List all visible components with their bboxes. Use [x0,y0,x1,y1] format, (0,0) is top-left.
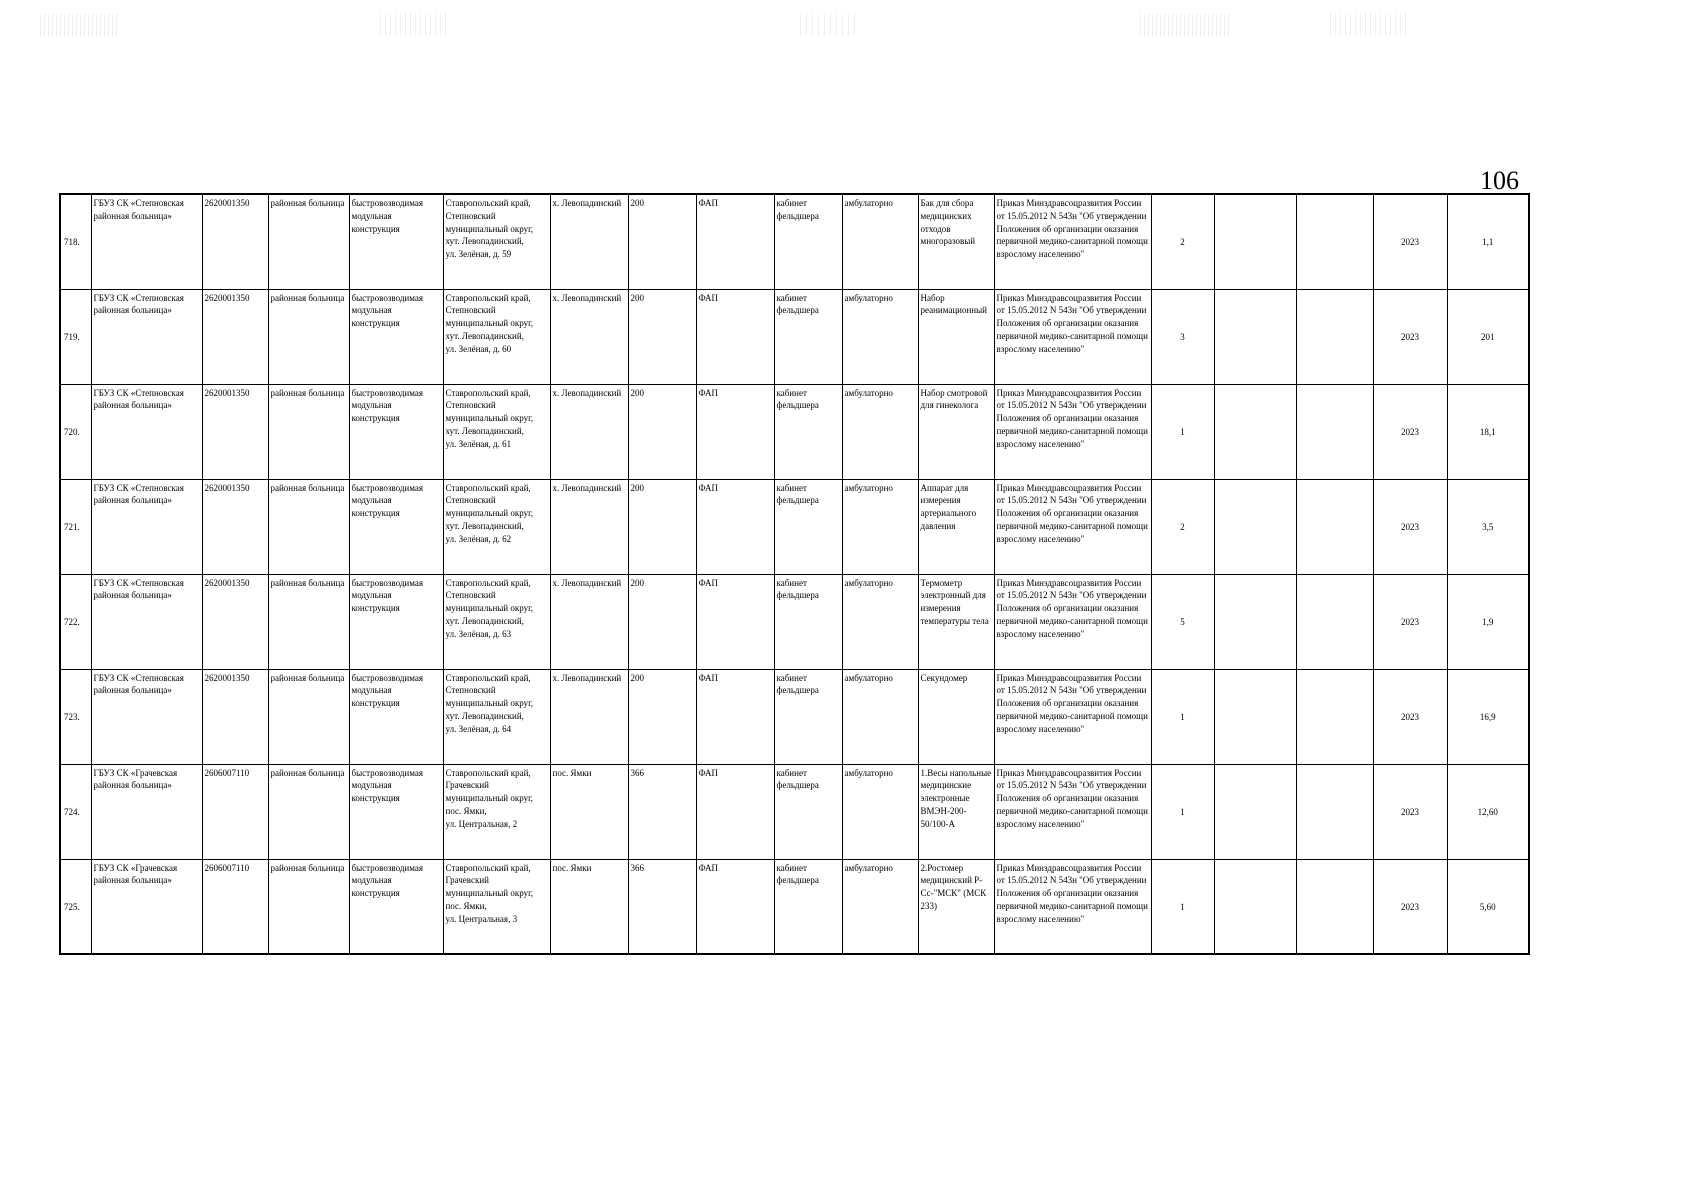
empty-cell [1214,574,1296,669]
cost-cell: 1,1 [1447,194,1529,289]
empty-cell [1296,194,1373,289]
quantity-cell: 1 [1151,384,1214,479]
quantity-cell: 2 [1151,479,1214,574]
empty-cell [1296,574,1373,669]
room-cell: кабинет фельдшера [774,384,842,479]
care-form-cell: амбулаторно [842,764,918,859]
table-row [60,574,1529,669]
equipment-cell: Термометр электронный для измерения температуры тела [918,574,994,669]
care-form-cell: амбулаторно [842,479,918,574]
unit-type-cell: ФАП [696,764,774,859]
empty-cell [1214,194,1296,289]
building-type-cell: быстровозводимая модульная конструкция [349,574,443,669]
row-number: 723. [60,669,91,764]
address-cell: Ставропольский край, Степновский муниципальный округ, хут. Левопадинский, ул. Зелёная, д. 62 [443,479,550,574]
empty-cell [1214,669,1296,764]
empty-cell [1296,384,1373,479]
table-row [60,289,1529,384]
year-cell: 2023 [1373,859,1447,954]
equipment-cell: 2.Ростомер медицинский Р-Сс-"МСК" (МСК 233) [918,859,994,954]
quantity-cell: 5 [1151,574,1214,669]
year-cell: 2023 [1373,384,1447,479]
organization-cell: ГБУЗ СК «Грачевская районная больница» [91,764,202,859]
quantity-cell: 2 [1151,194,1214,289]
institution-type-cell: районная больница [268,289,349,384]
quantity-cell: 1 [1151,669,1214,764]
year-cell: 2023 [1373,669,1447,764]
scan-artifact [800,14,860,36]
room-cell: кабинет фельдшера [774,669,842,764]
cost-cell: 5,60 [1447,859,1529,954]
legal-basis-cell: Приказ Минздравсоцразвития России от 15.05.2012 N 543н "Об утверждении Положения об организации оказания первичной медико-санитарной помощи взрослому населению" [994,669,1151,764]
settlement-cell: х. Левопадинский [550,384,628,479]
room-cell: кабинет фельдшера [774,859,842,954]
building-type-cell: быстровозводимая модульная конструкция [349,289,443,384]
inn-cell: 2620001350 [202,289,268,384]
organization-cell: ГБУЗ СК «Степновская районная больница» [91,574,202,669]
table-row [60,384,1529,479]
address-cell: Ставропольский край, Степновский муниципальный округ, хут. Левопадинский, ул. Зелёная, д. 61 [443,384,550,479]
equipment-cell: 1.Весы напольные медицинские электронные ВМЭН-200-50/100-А [918,764,994,859]
inn-cell: 2606007110 [202,859,268,954]
organization-cell: ГБУЗ СК «Степновская районная больница» [91,194,202,289]
empty-cell [1214,764,1296,859]
legal-basis-cell: Приказ Минздравсоцразвития России от 15.05.2012 N 543н "Об утверждении Положения об организации оказания первичной медико-санитарной помощи взрослому населению" [994,194,1151,289]
address-cell: Ставропольский край, Грачевский муниципальный округ, пос. Ямки, ул. Центральная, 2 [443,764,550,859]
equipment-cell: Бак для сбора медицинских отходов многоразовый [918,194,994,289]
scan-artifact [380,14,450,36]
table-row [60,669,1529,764]
row-number: 724. [60,764,91,859]
address-cell: Ставропольский край, Степновский муниципальный округ, хут. Левопадинский, ул. Зелёная, д. 64 [443,669,550,764]
cost-cell: 1,9 [1447,574,1529,669]
row-number: 721. [60,479,91,574]
institution-type-cell: районная больница [268,479,349,574]
inn-cell: 2620001350 [202,669,268,764]
building-type-cell: быстровозводимая модульная конструкция [349,194,443,289]
unit-type-cell: ФАП [696,859,774,954]
row-number: 720. [60,384,91,479]
cost-cell: 3,5 [1447,479,1529,574]
legal-basis-cell: Приказ Минздравсоцразвития России от 15.05.2012 N 543н "Об утверждении Положения об организации оказания первичной медико-санитарной помощи взрослому населению" [994,384,1151,479]
row-number: 718. [60,194,91,289]
building-type-cell: быстровозводимая модульная конструкция [349,384,443,479]
population-cell: 366 [628,764,696,859]
population-cell: 200 [628,479,696,574]
address-cell: Ставропольский край, Степновский муниципальный округ, хут. Левопадинский, ул. Зелёная, д. 60 [443,289,550,384]
inn-cell: 2620001350 [202,479,268,574]
empty-cell [1214,384,1296,479]
unit-type-cell: ФАП [696,669,774,764]
row-number: 722. [60,574,91,669]
care-form-cell: амбулаторно [842,384,918,479]
empty-cell [1296,669,1373,764]
unit-type-cell: ФАП [696,194,774,289]
scan-artifact [40,14,120,36]
care-form-cell: амбулаторно [842,859,918,954]
cost-cell: 201 [1447,289,1529,384]
organization-cell: ГБУЗ СК «Степновская районная больница» [91,289,202,384]
institution-type-cell: районная больница [268,194,349,289]
institution-type-cell: районная больница [268,859,349,954]
equipment-cell: Аппарат для измерения артериального давления [918,479,994,574]
building-type-cell: быстровозводимая модульная конструкция [349,669,443,764]
room-cell: кабинет фельдшера [774,574,842,669]
equipment-cell: Секундомер [918,669,994,764]
equipment-cell: Набор смотровой для гинеколога [918,384,994,479]
unit-type-cell: ФАП [696,479,774,574]
population-cell: 200 [628,194,696,289]
room-cell: кабинет фельдшера [774,194,842,289]
settlement-cell: х. Левопадинский [550,479,628,574]
settlement-cell: х. Левопадинский [550,574,628,669]
population-cell: 200 [628,384,696,479]
inn-cell: 2620001350 [202,194,268,289]
scan-artifact [1330,14,1410,36]
inn-cell: 2620001350 [202,384,268,479]
room-cell: кабинет фельдшера [774,764,842,859]
cost-cell: 16,9 [1447,669,1529,764]
page-number: 106 [1480,166,1519,195]
table-row [60,764,1529,859]
equipment-cell: Набор реанимационный [918,289,994,384]
legal-basis-cell: Приказ Минздравсоцразвития России от 15.05.2012 N 543н "Об утверждении Положения об организации оказания первичной медико-санитарной помощи взрослому населению" [994,479,1151,574]
cost-cell: 12,60 [1447,764,1529,859]
room-cell: кабинет фельдшера [774,289,842,384]
empty-cell [1296,479,1373,574]
legal-basis-cell: Приказ Минздравсоцразвития России от 15.05.2012 N 543н "Об утверждении Положения об организации оказания первичной медико-санитарной помощи взрослому населению" [994,289,1151,384]
unit-type-cell: ФАП [696,384,774,479]
institution-type-cell: районная больница [268,669,349,764]
quantity-cell: 1 [1151,764,1214,859]
year-cell: 2023 [1373,764,1447,859]
address-cell: Ставропольский край, Грачевский муниципальный округ, пос. Ямки, ул. Центральная, 3 [443,859,550,954]
institution-type-cell: районная больница [268,574,349,669]
table-row [60,479,1529,574]
population-cell: 366 [628,859,696,954]
population-cell: 200 [628,289,696,384]
care-form-cell: амбулаторно [842,574,918,669]
organization-cell: ГБУЗ СК «Грачевская районная больница» [91,859,202,954]
year-cell: 2023 [1373,574,1447,669]
building-type-cell: быстровозводимая модульная конструкция [349,764,443,859]
unit-type-cell: ФАП [696,289,774,384]
care-form-cell: амбулаторно [842,194,918,289]
settlement-cell: пос. Ямки [550,859,628,954]
organization-cell: ГБУЗ СК «Степновская районная больница» [91,669,202,764]
care-form-cell: амбулаторно [842,669,918,764]
care-form-cell: амбулаторно [842,289,918,384]
organization-cell: ГБУЗ СК «Степновская районная больница» [91,479,202,574]
empty-cell [1214,479,1296,574]
organization-cell: ГБУЗ СК «Степновская районная больница» [91,384,202,479]
settlement-cell: х. Левопадинский [550,289,628,384]
population-cell: 200 [628,669,696,764]
quantity-cell: 3 [1151,289,1214,384]
cost-cell: 18,1 [1447,384,1529,479]
inn-cell: 2606007110 [202,764,268,859]
table-body [60,194,1529,954]
settlement-cell: пос. Ямки [550,764,628,859]
quantity-cell: 1 [1151,859,1214,954]
legal-basis-cell: Приказ Минздравсоцразвития России от 15.05.2012 N 543н "Об утверждении Положения об организации оказания первичной медико-санитарной помощи взрослому населению" [994,859,1151,954]
registry-table [59,193,1530,955]
empty-cell [1214,289,1296,384]
building-type-cell: быстровозводимая модульная конструкция [349,479,443,574]
table-row [60,194,1529,289]
table-row [60,859,1529,954]
year-cell: 2023 [1373,289,1447,384]
population-cell: 200 [628,574,696,669]
unit-type-cell: ФАП [696,574,774,669]
legal-basis-cell: Приказ Минздравсоцразвития России от 15.05.2012 N 543н "Об утверждении Положения об организации оказания первичной медико-санитарной помощи взрослому населению" [994,574,1151,669]
year-cell: 2023 [1373,479,1447,574]
empty-cell [1214,859,1296,954]
year-cell: 2023 [1373,194,1447,289]
settlement-cell: х. Левопадинский [550,194,628,289]
address-cell: Ставропольский край, Степновский муниципальный округ, хут. Левопадинский, ул. Зелёная, д. 63 [443,574,550,669]
legal-basis-cell: Приказ Минздравсоцразвития России от 15.05.2012 N 543н "Об утверждении Положения об организации оказания первичной медико-санитарной помощи взрослому населению" [994,764,1151,859]
building-type-cell: быстровозводимая модульная конструкция [349,859,443,954]
address-cell: Ставропольский край, Степновский муниципальный округ, хут. Левопадинский, ул. Зелёная, д. 59 [443,194,550,289]
row-number: 719. [60,289,91,384]
empty-cell [1296,859,1373,954]
settlement-cell: х. Левопадинский [550,669,628,764]
institution-type-cell: районная больница [268,764,349,859]
row-number: 725. [60,859,91,954]
inn-cell: 2620001350 [202,574,268,669]
institution-type-cell: районная больница [268,384,349,479]
scan-artifact [1140,14,1230,36]
room-cell: кабинет фельдшера [774,479,842,574]
empty-cell [1296,764,1373,859]
empty-cell [1296,289,1373,384]
